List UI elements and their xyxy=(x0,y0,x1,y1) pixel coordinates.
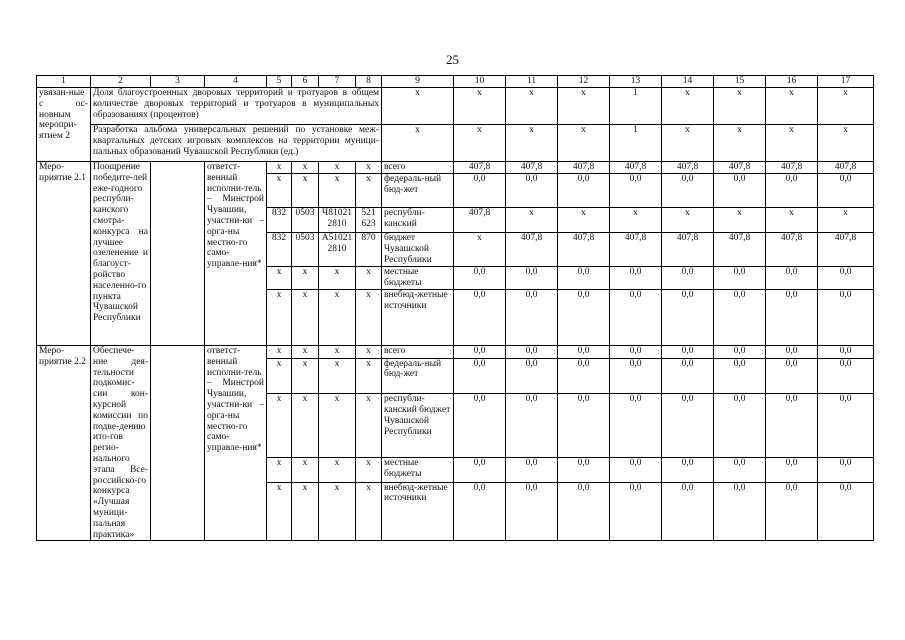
funding-source: федераль-ный бюд-жет xyxy=(382,174,454,208)
budget-code: x xyxy=(292,458,319,482)
funding-value: 0,0 xyxy=(714,458,766,482)
budget-code: x xyxy=(356,346,382,359)
funding-value: 0,0 xyxy=(766,482,818,541)
funding-value: 0,0 xyxy=(714,267,766,290)
empty-cell xyxy=(151,346,205,541)
funding-value: 0,0 xyxy=(454,290,506,346)
funding-value: 0,0 xyxy=(766,267,818,290)
budget-code: x xyxy=(356,174,382,208)
funding-value: 0,0 xyxy=(818,290,874,346)
budget-code: x xyxy=(356,458,382,482)
column-number: 17 xyxy=(818,76,874,88)
funding-source: внебюд-жетные источники xyxy=(382,290,454,346)
column-number: 12 xyxy=(558,76,610,88)
funding-value: 407,8 xyxy=(662,162,714,174)
funding-value: 0,0 xyxy=(818,346,874,359)
funding-value: 407,8 xyxy=(766,162,818,174)
column-number: 5 xyxy=(267,76,292,88)
indicator-value: x xyxy=(662,125,714,162)
funding-value: x xyxy=(506,208,558,233)
funding-source: республи-канский бюджет Чувашской Республики xyxy=(382,394,454,458)
budget-code: x xyxy=(267,458,292,482)
funding-value: 407,8 xyxy=(662,233,714,267)
funding-value: 0,0 xyxy=(454,482,506,541)
funding-value: 0,0 xyxy=(610,290,662,346)
indicator-value: x xyxy=(714,125,766,162)
budget-code: x xyxy=(292,358,319,394)
funding-value: 0,0 xyxy=(714,174,766,208)
funding-value: 407,8 xyxy=(558,162,610,174)
budget-code: x xyxy=(356,482,382,541)
funding-value: 0,0 xyxy=(714,394,766,458)
funding-value: 0,0 xyxy=(818,358,874,394)
funding-value: 407,8 xyxy=(818,233,874,267)
funding-value: 0,0 xyxy=(662,394,714,458)
indicator-value: x xyxy=(714,88,766,125)
column-number: 3 xyxy=(151,76,205,88)
linked-label: увязан-ные с ос-новным меропри-ятием 2 xyxy=(37,88,91,162)
budget-code: x xyxy=(356,162,382,174)
funding-value: 0,0 xyxy=(610,458,662,482)
funding-value: 407,8 xyxy=(454,162,506,174)
funding-value: 0,0 xyxy=(662,482,714,541)
indicator-value: x xyxy=(818,88,874,125)
funding-value: 0,0 xyxy=(454,174,506,208)
budget-code: x xyxy=(319,482,356,541)
activity-row xyxy=(37,162,874,174)
funding-value: 0,0 xyxy=(662,346,714,359)
budget-code: x xyxy=(292,394,319,458)
indicator-value: 1 xyxy=(610,88,662,125)
funding-value: 0,0 xyxy=(818,458,874,482)
indicator-value: x xyxy=(818,125,874,162)
budget-code: x xyxy=(356,394,382,458)
budget-code: x xyxy=(292,482,319,541)
indicator-value: x xyxy=(766,125,818,162)
funding-value: 0,0 xyxy=(506,458,558,482)
funding-value: 0,0 xyxy=(610,346,662,359)
funding-value: 407,8 xyxy=(766,233,818,267)
funding-value: 0,0 xyxy=(558,482,610,541)
funding-value: 407,8 xyxy=(506,162,558,174)
budget-code: Ч81021 2810 xyxy=(319,208,356,233)
funding-source: местные бюджеты xyxy=(382,458,454,482)
budget-code: x xyxy=(319,267,356,290)
funding-value: 0,0 xyxy=(506,290,558,346)
funding-value: 0,0 xyxy=(766,174,818,208)
indicator-text: Доля благоустроенных дворовых территорий и тротуаров в общем количестве дворовых территорий и тротуаров в муниципальных образованиях (процентов) xyxy=(91,88,382,125)
column-number: 11 xyxy=(506,76,558,88)
funding-value: 0,0 xyxy=(506,358,558,394)
funding-value: 0,0 xyxy=(506,346,558,359)
activity-number: Меро-приятие 2.2 xyxy=(37,346,91,541)
funding-value: 407,8 xyxy=(714,162,766,174)
budget-code: x xyxy=(292,290,319,346)
column-number: 4 xyxy=(205,76,267,88)
funding-value: 0,0 xyxy=(454,394,506,458)
column-number: 15 xyxy=(714,76,766,88)
funding-value: x xyxy=(454,233,506,267)
funding-value: x xyxy=(766,208,818,233)
funding-value: 0,0 xyxy=(714,358,766,394)
budget-code: x xyxy=(292,267,319,290)
activity-name: Поощрение победите-лей еже-годного республи-канского смотра-конкурса на лучшее озеленение и благоуст-ройство населенно-го пункта Чувашской Республики xyxy=(91,162,151,346)
budget-code: x xyxy=(292,162,319,174)
funding-source: федераль-ный бюд-жет xyxy=(382,358,454,394)
funding-value: 0,0 xyxy=(558,458,610,482)
funding-source: республи-канский xyxy=(382,208,454,233)
funding-value: 0,0 xyxy=(818,174,874,208)
indicator-value: x xyxy=(766,88,818,125)
funding-value: 0,0 xyxy=(818,394,874,458)
funding-value: 0,0 xyxy=(662,267,714,290)
budget-code: 832 xyxy=(267,233,292,267)
budget-code: x xyxy=(319,346,356,359)
table-header-row xyxy=(37,76,874,88)
funding-value: 0,0 xyxy=(610,394,662,458)
responsible-executor: ответст-венный исполни-тель – Минстрой Чувашии, участни-ки – орга-ны местно-го само-управле-ния* xyxy=(205,162,267,346)
funding-value: 0,0 xyxy=(818,267,874,290)
funding-source: всего xyxy=(382,346,454,359)
budget-code: x xyxy=(267,162,292,174)
funding-value: 0,0 xyxy=(766,458,818,482)
funding-value: 0,0 xyxy=(506,482,558,541)
empty-cell xyxy=(151,162,205,346)
activity-name: Обеспече-ние дея-тельности подкомис-сии кон-курсной комиссии по подве-дению ито-гов регио-нального этапа Все-российско-го конкурса «Лучшая муници-пальная практика» xyxy=(91,346,151,541)
indicator-value: x xyxy=(382,125,454,162)
funding-value: 407,8 xyxy=(558,233,610,267)
funding-value: 0,0 xyxy=(662,290,714,346)
budget-code: x xyxy=(319,162,356,174)
funding-value: x xyxy=(558,208,610,233)
funding-value: 0,0 xyxy=(662,458,714,482)
funding-value: 0,0 xyxy=(610,174,662,208)
funding-value: 0,0 xyxy=(766,358,818,394)
indicator-row xyxy=(37,125,874,162)
budget-code: x xyxy=(267,174,292,208)
indicator-value: x xyxy=(558,88,610,125)
funding-source: местные бюджеты xyxy=(382,267,454,290)
funding-value: 0,0 xyxy=(714,290,766,346)
indicator-value: x xyxy=(662,88,714,125)
activity-row xyxy=(37,346,874,359)
indicator-value: x xyxy=(382,88,454,125)
column-number: 1 xyxy=(37,76,91,88)
funding-value: 0,0 xyxy=(454,267,506,290)
budget-code: 521 623 xyxy=(356,208,382,233)
budget-code: x xyxy=(319,458,356,482)
budget-code: А51021 2810 xyxy=(319,233,356,267)
funding-value: 0,0 xyxy=(558,394,610,458)
budget-code: x xyxy=(356,267,382,290)
column-number: 13 xyxy=(610,76,662,88)
budget-code: x xyxy=(356,358,382,394)
funding-value: x xyxy=(662,208,714,233)
column-number: 9 xyxy=(382,76,454,88)
funding-value: 0,0 xyxy=(662,358,714,394)
budget-code: 870 xyxy=(356,233,382,267)
funding-value: 0,0 xyxy=(610,267,662,290)
indicator-value: x xyxy=(454,125,506,162)
funding-value: 0,0 xyxy=(714,346,766,359)
indicator-value: x xyxy=(558,125,610,162)
column-number: 2 xyxy=(91,76,151,88)
indicator-value: x xyxy=(454,88,506,125)
funding-value: 0,0 xyxy=(558,267,610,290)
page-number: 25 xyxy=(446,52,459,67)
column-number: 8 xyxy=(356,76,382,88)
funding-value: 0,0 xyxy=(558,358,610,394)
indicator-value: 1 xyxy=(610,125,662,162)
budget-code: x xyxy=(267,290,292,346)
activity-number: Меро-приятие 2.1 xyxy=(37,162,91,346)
funding-value: 407,8 xyxy=(454,208,506,233)
budget-code: x xyxy=(319,174,356,208)
budget-code: x xyxy=(319,394,356,458)
program-table xyxy=(36,75,874,541)
funding-value: 0,0 xyxy=(454,358,506,394)
funding-value: x xyxy=(818,208,874,233)
budget-code: x xyxy=(267,346,292,359)
funding-value: 407,8 xyxy=(506,233,558,267)
column-number: 14 xyxy=(662,76,714,88)
funding-value: 407,8 xyxy=(610,233,662,267)
budget-code: x xyxy=(267,267,292,290)
funding-value: 0,0 xyxy=(766,394,818,458)
budget-code: x xyxy=(319,290,356,346)
indicator-row xyxy=(37,88,874,125)
budget-code: x xyxy=(267,358,292,394)
funding-source: внебюд-жетные источники xyxy=(382,482,454,541)
indicator-value: x xyxy=(506,125,558,162)
indicator-text: Разработка альбома универсальных решений по установке меж-квартальных детских игровых комплексов на территории муници-пальных образований Чувашской Республики (ед.) xyxy=(91,125,382,162)
column-number: 7 xyxy=(319,76,356,88)
funding-value: 0,0 xyxy=(766,290,818,346)
funding-value: 0,0 xyxy=(610,358,662,394)
budget-code: x xyxy=(267,394,292,458)
funding-value: 0,0 xyxy=(610,482,662,541)
funding-value: 0,0 xyxy=(662,174,714,208)
budget-code: x xyxy=(267,482,292,541)
column-number: 10 xyxy=(454,76,506,88)
budget-code: x xyxy=(319,358,356,394)
funding-value: 0,0 xyxy=(506,394,558,458)
funding-value: 0,0 xyxy=(766,346,818,359)
column-number: 16 xyxy=(766,76,818,88)
funding-value: 0,0 xyxy=(506,267,558,290)
budget-code: x xyxy=(292,174,319,208)
funding-value: 0,0 xyxy=(506,174,558,208)
funding-source: бюджет Чувашской Республики xyxy=(382,233,454,267)
budget-code: x xyxy=(356,290,382,346)
funding-value: 0,0 xyxy=(714,482,766,541)
funding-value: 0,0 xyxy=(454,458,506,482)
budget-code: 0503 xyxy=(292,233,319,267)
funding-value: 0,0 xyxy=(818,482,874,541)
funding-value: 0,0 xyxy=(454,346,506,359)
funding-value: x xyxy=(610,208,662,233)
budget-code: 0503 xyxy=(292,208,319,233)
funding-value: 0,0 xyxy=(558,174,610,208)
column-number: 6 xyxy=(292,76,319,88)
funding-value: 407,8 xyxy=(818,162,874,174)
funding-value: x xyxy=(714,208,766,233)
funding-value: 407,8 xyxy=(714,233,766,267)
funding-value: 0,0 xyxy=(558,346,610,359)
budget-code: 832 xyxy=(267,208,292,233)
indicator-value: x xyxy=(506,88,558,125)
funding-source: всего xyxy=(382,162,454,174)
responsible-executor: ответст-венный исполни-тель – Минстрой Чувашии, участни-ки – орга-ны местно-го само-управле-ния* xyxy=(205,346,267,541)
budget-code: x xyxy=(292,346,319,359)
funding-value: 407,8 xyxy=(610,162,662,174)
funding-value: 0,0 xyxy=(558,290,610,346)
